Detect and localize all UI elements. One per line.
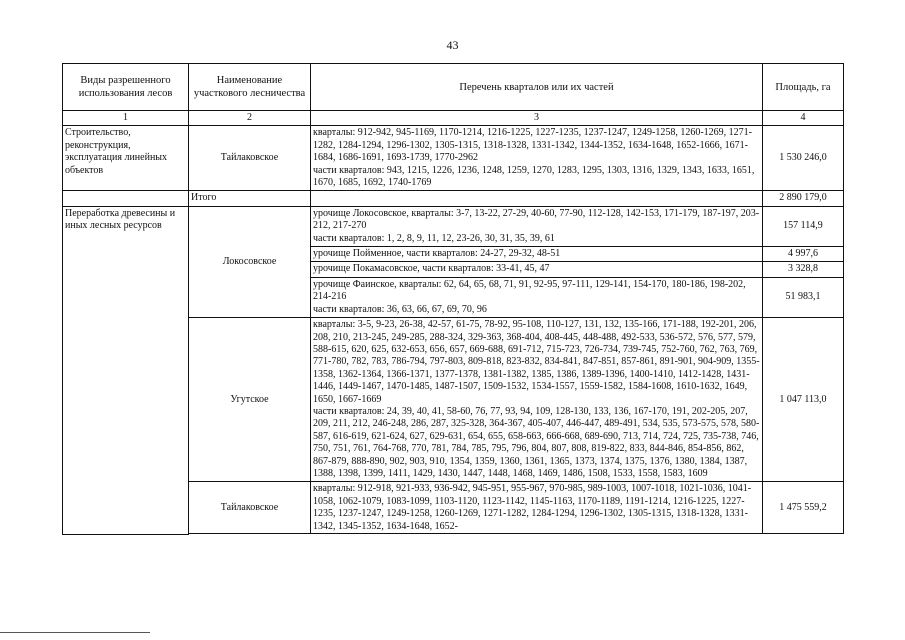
use-type-cell: Строительство, реконструкция, эксплуатация линейных объектов	[63, 126, 189, 191]
quarter-parts-list: части кварталов: 943, 1215, 1226, 1236, 1248, 1259, 1270, 1283, 1295, 1303, 1316, 1329, 1343, 1633, 1651, 1670, 1685, 1692, 1740-1769	[313, 164, 755, 189]
quarters-cell	[311, 318, 763, 482]
area-cell: 4 997,6	[763, 247, 844, 262]
footer-divider	[0, 632, 150, 633]
quarters-list: кварталы: 3-5, 9-23, 26-38, 42-57, 61-75, 78-92, 95-108, 110-127, 131, 132, 135-166, 171-188, 192-201, 206, 208, 210, 213-245, 249-285, 288-324, 329-363, 368-404, 408-445, 448-488, 492-533, 536-572, 576, 577, 579, 588-615, 620, 625, 632-653, 656, 657, 669-688, 691-712, 715-723, 726-734, 739-745, 752-760, 762, 763, 769, 771-780, 782, 783, 786-794, 797-803, 809-818, 823-832, 834-841, 847-851, 857-861, 891-901, 904-909, 1355-1358, 1362-1364, 1366-1371, 1377-1378, 1381-1382, 1385, 1386, 1389-1396, 1400-1410, 1412-1428, 1431-1446, 1449-1467, 1470-1485, 1487-1507, 1509-1532, 1534-1557, 1559-1582, 1584-1608, 1610-1632, 1649, 1650, 1667-1669	[313, 319, 760, 405]
header-col4: Площадь, га	[763, 64, 844, 111]
total-label: Итого	[189, 191, 311, 206]
quarters-cell: урочище Пойменное, части кварталов: 24-27, 29-32, 48-51	[311, 247, 763, 262]
empty-cell	[63, 191, 189, 206]
page-number: 43	[446, 38, 459, 52]
quarter-parts-list: части кварталов: 24, 39, 40, 41, 58-60, 76, 77, 93, 94, 109, 128-130, 133, 136, 167-170, 191, 202-205, 207, 209, 211, 212, 246-248, 286, 287, 325-328, 364-367, 405-407, 446-447, 489-491, 534, 535, 573-575, 578, 580-587, 616-619, 621-624, 627, 629-631, 654, 655, 658-663, 666-668, 689-690, 713, 714, 724, 725, 735-738, 746, 750, 751, 761, 764-768, 770, 781, 784, 785, 795, 796, 804, 807, 808, 819-822, 833, 844-846, 854-856, 862, 867-879, 888-890, 902, 903, 910, 1354, 1359, 1360, 1361, 1365, 1373, 1374, 1375, 1376, 1380, 1384, 1387, 1388, 1398, 1399, 1411, 1429, 1430, 1447, 1448, 1468, 1469, 1486, 1508, 1533, 1558, 1583, 1609	[313, 405, 760, 479]
use-type-cell: Переработка древесины и иных лесных ресурсов	[63, 206, 189, 534]
quarters-cell: урочище Покамасовское, части кварталов: 33-41, 45, 47	[311, 262, 763, 277]
quarters-cell	[311, 206, 763, 246]
header-col1: Виды разрешенного использования лесов	[63, 64, 189, 111]
table-row	[63, 206, 844, 246]
area-cell: 3 328,8	[763, 262, 844, 277]
area-cell: 157 114,9	[763, 206, 844, 246]
quarters-list: кварталы: 912-942, 945-1169, 1170-1214, 1216-1225, 1227-1235, 1237-1247, 1249-1258, 1260-1269, 1271-1282, 1284-1294, 1296-1302, 1305-1315, 1318-1328, 1331-1342, 1344-1352, 1634-1648, 1652-1666, 1671-1684, 1686-1691, 1693-1739, 1770-2962	[313, 127, 752, 164]
quarters-list: кварталы: 912-918, 921-933, 936-942, 945-951, 955-967, 970-985, 989-1003, 1007-1018, 1021-1036, 1041-1058, 1062-1079, 1083-1099, 1103-1120, 1123-1142, 1145-1163, 1170-1189, 1191-1214, 1216-1225, 1227-1235, 1237-1247, 1249-1258, 1260-1269, 1271-1282, 1284-1294, 1296-1302, 1305-1315, 1318-1328, 1331-1342, 1345-1352, 1634-1648, 1652-	[313, 483, 752, 532]
area-cell: 1 530 246,0	[763, 126, 844, 191]
index-cell: 2	[189, 111, 311, 126]
empty-cell	[311, 191, 763, 206]
total-area: 2 890 179,0	[763, 191, 844, 206]
total-row	[63, 191, 844, 206]
area-cell: 1 475 559,2	[763, 482, 844, 534]
index-cell: 3	[311, 111, 763, 126]
quarters-list: урочище Локосовское, кварталы: 3-7, 13-22, 27-29, 40-60, 77-90, 112-128, 142-153, 171-179, 187-197, 203-212, 217-270	[313, 207, 760, 232]
header-col2: Наименование участкового лесничества	[189, 64, 311, 111]
index-cell: 1	[63, 111, 189, 126]
header-col3: Перечень кварталов или их частей	[311, 64, 763, 111]
quarters-cell	[311, 277, 763, 317]
quarters-list: урочище Фаинское, кварталы: 62, 64, 65, 68, 71, 91, 92-95, 97-111, 129-141, 154-170, 180-186, 198-202, 214-216	[313, 278, 746, 303]
quarter-parts-list: части кварталов: 36, 63, 66, 67, 69, 70, 96	[313, 303, 487, 315]
forest-use-table	[62, 63, 844, 535]
quarters-cell	[311, 482, 763, 534]
area-cell: 51 983,1	[763, 277, 844, 317]
forestry-cell: Тайлаковское	[189, 126, 311, 191]
quarters-cell	[311, 126, 763, 191]
index-row	[63, 111, 844, 126]
forestry-cell: Локосовское	[189, 206, 311, 317]
quarter-parts-list: части кварталов: 1, 2, 8, 9, 11, 12, 23-26, 30, 31, 35, 39, 61	[313, 232, 555, 244]
forestry-cell: Угутское	[189, 318, 311, 482]
forestry-cell: Тайлаковское	[189, 482, 311, 534]
index-cell: 4	[763, 111, 844, 126]
area-cell: 1 047 113,0	[763, 318, 844, 482]
header-row	[63, 64, 844, 111]
table-row	[63, 126, 844, 191]
